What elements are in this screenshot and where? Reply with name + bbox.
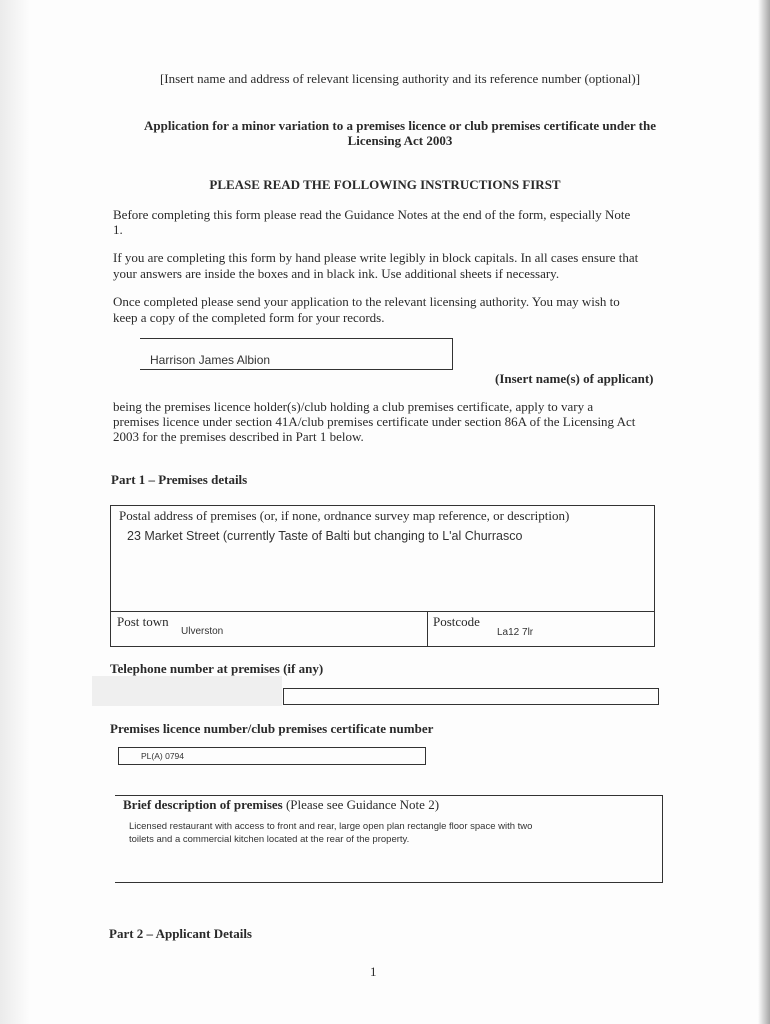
telephone-label: Telephone number at premises (if any) (110, 661, 324, 676)
postcode-label: Postcode (433, 614, 480, 629)
licence-number-value: PL(A) 0794 (141, 751, 184, 761)
postal-address-value[interactable]: 23 Market Street (currently Taste of Balti but changing to L'al Churrasco (127, 529, 523, 543)
post-town-label: Post town (117, 614, 169, 629)
applicant-name-value: Harrison James Albion (150, 353, 271, 367)
instructions-para1-line1: Before completing this form please read the Guidance Notes at the end of the form, especially Note (113, 207, 631, 222)
page-number: 1 (370, 964, 377, 979)
description-label-note: (Please see Guidance Note 2) (282, 797, 440, 812)
instructions-para3-line2: keep a copy of the completed form for your records. (113, 310, 385, 325)
telephone-smudge (92, 676, 282, 706)
applicant-name-caption: (Insert name(s) of applicant) (495, 371, 654, 386)
telephone-field[interactable] (283, 688, 659, 705)
description-line2: toilets and a commercial kitchen located at the rear of the property. (129, 834, 410, 845)
description-label (123, 796, 439, 813)
premises-description-box[interactable] (115, 795, 663, 883)
licence-number-field[interactable] (118, 747, 426, 765)
scan-right-edge (758, 0, 770, 1024)
applicant-statement-line2: premises licence under section 41A/club premises certificate under section 86A of the Licensing Act (113, 414, 636, 429)
instructions-para2-line1: If you are completing this form by hand please write legibly in block capitals. In all cases ensure that (113, 250, 639, 265)
postal-address-label: Postal address of premises (or, if none, ordnance survey map reference, or description) (119, 508, 570, 523)
description-label-bold: Brief description of premises (123, 797, 283, 812)
premises-details-table (110, 505, 655, 647)
post-town-value[interactable]: Ulverston (181, 626, 224, 637)
applicant-name-field[interactable] (140, 338, 453, 370)
postal-row-divider (111, 611, 654, 612)
scan-edge-shadow (0, 0, 30, 1024)
description-line1: Licensed restaurant with access to front and rear, large open plan rectangle floor space with two (129, 821, 533, 832)
part2-heading: Part 2 – Applicant Details (109, 926, 252, 941)
postcode-value[interactable]: La12 7lr (497, 627, 534, 638)
instructions-para3-line1: Once completed please send your application to the relevant licensing authority. You may wish to (113, 294, 620, 309)
applicant-statement-line1: being the premises licence holder(s)/club holding a club premises certificate, apply to vary a (113, 399, 594, 414)
licence-number-label: Premises licence number/club premises certificate number (110, 721, 434, 736)
form-title-line2: Licensing Act 2003 (347, 133, 453, 148)
instructions-para1-line2: 1. (113, 222, 123, 237)
instructions-heading: PLEASE READ THE FOLLOWING INSTRUCTIONS FIRST (209, 177, 561, 192)
form-title-line1: Application for a minor variation to a premises licence or club premises certificate under the (144, 118, 656, 133)
part1-heading: Part 1 – Premises details (111, 472, 248, 487)
authority-line: [Insert name and address of relevant licensing authority and its reference number (optional)] (159, 71, 641, 86)
applicant-statement-line3: 2003 for the premises described in Part 1 below. (113, 429, 364, 444)
instructions-para2-line2: your answers are inside the boxes and in black ink. Use additional sheets if necessary. (113, 266, 560, 281)
town-postcode-divider (427, 611, 428, 646)
